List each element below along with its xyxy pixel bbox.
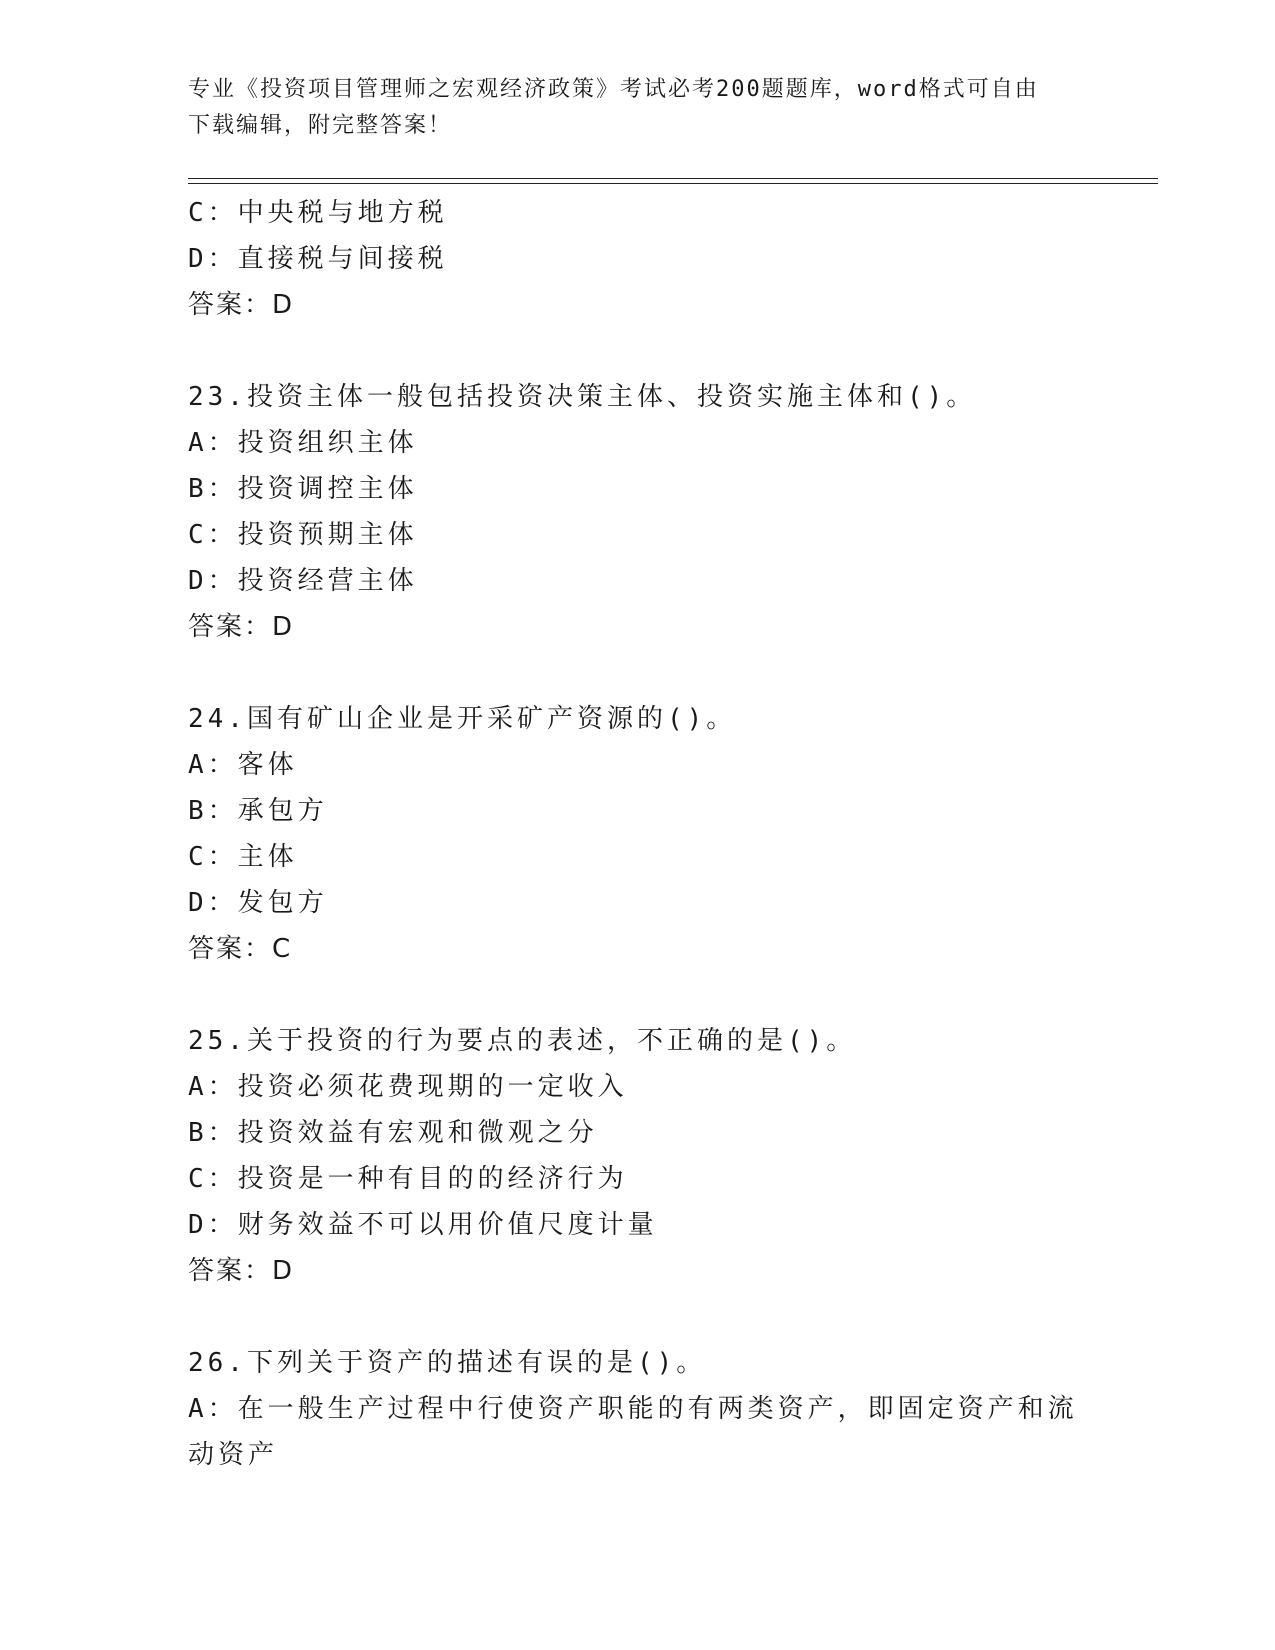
question-24 <box>188 696 1088 972</box>
question-26 <box>188 1340 1088 1478</box>
prev-option-d: D：直接税与间接税 <box>188 244 448 274</box>
header-divider-bottom <box>188 183 1158 184</box>
document-header <box>188 72 1088 144</box>
header-line-1: 专业《投资项目管理师之宏观经济政策》考试必考200题题库，word格式可自由 <box>188 77 1039 102</box>
header-line-2: 下载编辑，附完整答案！ <box>188 113 453 138</box>
spacer <box>188 650 1088 696</box>
document-body <box>188 190 1088 1478</box>
option-a: A：客体 <box>188 750 298 780</box>
spacer <box>188 328 1088 374</box>
option-b: B：投资调控主体 <box>188 474 418 504</box>
spacer <box>188 972 1088 1018</box>
option-b: B：投资效益有宏观和微观之分 <box>188 1118 598 1148</box>
spacer <box>188 1294 1088 1340</box>
option-a: A：投资组织主体 <box>188 428 418 458</box>
option-c: C：投资是一种有目的的经济行为 <box>188 1164 628 1194</box>
option-d: D：发包方 <box>188 888 328 918</box>
answer: 答案：D <box>188 612 295 642</box>
prev-option-c: C：中央税与地方税 <box>188 198 448 228</box>
question-stem: 24.国有矿山企业是开采矿产资源的()。 <box>188 704 737 734</box>
option-a: A：在一般生产过程中行使资产职能的有两类资产，即固定资产和流动资产 <box>188 1394 1078 1470</box>
answer: 答案：C <box>188 934 293 964</box>
question-23 <box>188 374 1088 650</box>
option-d: D：财务效益不可以用价值尺度计量 <box>188 1210 658 1240</box>
header-divider-top <box>188 178 1158 179</box>
option-b: B：承包方 <box>188 796 328 826</box>
question-stem: 26.下列关于资产的描述有误的是()。 <box>188 1348 707 1378</box>
option-d: D：投资经营主体 <box>188 566 418 596</box>
question-stem: 23.投资主体一般包括投资决策主体、投资实施主体和()。 <box>188 382 977 412</box>
question-25 <box>188 1018 1088 1294</box>
question-stem: 25.关于投资的行为要点的表述，不正确的是()。 <box>188 1026 857 1056</box>
answer: 答案：D <box>188 1256 295 1286</box>
option-c: C：主体 <box>188 842 298 872</box>
option-c: C：投资预期主体 <box>188 520 418 550</box>
option-a: A：投资必须花费现期的一定收入 <box>188 1072 628 1102</box>
prev-answer: 答案：D <box>188 290 295 320</box>
